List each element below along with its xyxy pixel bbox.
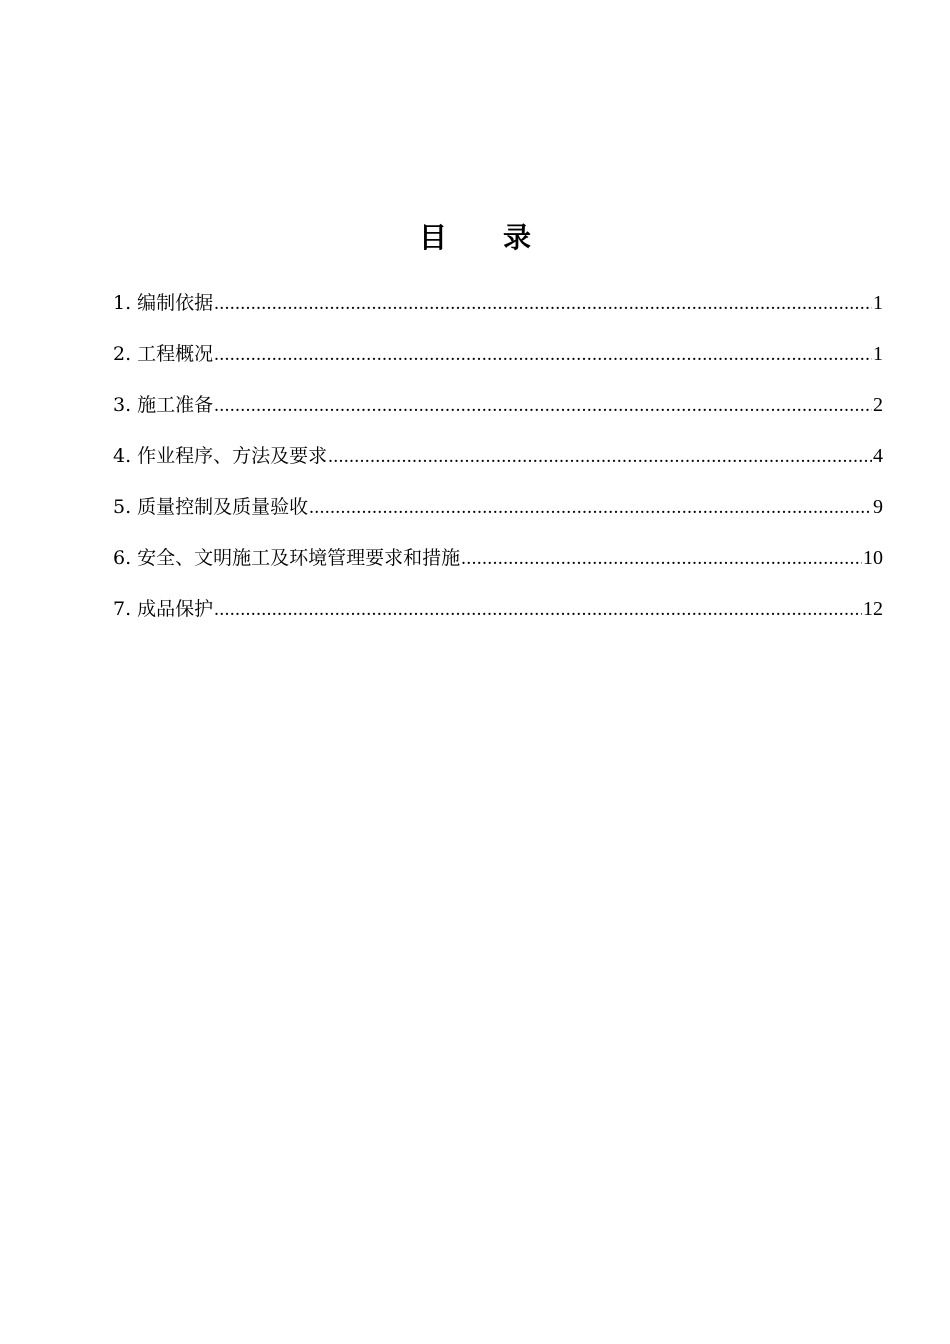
- toc-entry-6[interactable]: [113, 541, 883, 592]
- toc-entry-label: 1. 编制依据: [113, 292, 214, 314]
- toc-entry-5[interactable]: [113, 490, 883, 541]
- toc-entry-label: 6. 安全、文明施工及环境管理要求和措施: [113, 547, 461, 569]
- toc-entry-label: 5. 质量控制及质量验收: [113, 496, 309, 518]
- toc-entry-page: 2: [873, 394, 883, 416]
- toc-dot-leader: [461, 542, 862, 576]
- toc-title-char-2: 录: [503, 221, 532, 254]
- toc-entry-1[interactable]: [113, 286, 883, 337]
- toc-entry-7[interactable]: [113, 592, 883, 643]
- toc-entry-2[interactable]: [113, 337, 883, 388]
- toc-dot-leader: [309, 491, 872, 525]
- toc-entry-label: 3. 施工准备: [113, 394, 214, 416]
- toc-title-char-1: 目: [418, 221, 447, 254]
- toc-title: [0, 218, 950, 258]
- toc-entry-page: 9: [873, 496, 883, 518]
- toc-entry-label: 7. 成品保护: [113, 598, 214, 620]
- toc-entry-4[interactable]: [113, 439, 883, 490]
- toc-entry-page: 4: [873, 445, 883, 467]
- toc-entry-3[interactable]: [113, 388, 883, 439]
- table-of-contents: [113, 286, 883, 643]
- toc-entry-page: 1: [873, 343, 883, 365]
- toc-dot-leader: [214, 593, 862, 627]
- toc-entry-label: 2. 工程概况: [113, 343, 214, 365]
- toc-dot-leader: [328, 440, 872, 474]
- toc-dot-leader: [214, 389, 872, 423]
- toc-dot-leader: [214, 287, 872, 321]
- toc-entry-page: 10: [863, 547, 883, 569]
- toc-entry-label: 4. 作业程序、方法及要求: [113, 445, 328, 467]
- toc-entry-page: 1: [873, 292, 883, 314]
- toc-dot-leader: [214, 338, 872, 372]
- toc-entry-page: 12: [863, 598, 883, 620]
